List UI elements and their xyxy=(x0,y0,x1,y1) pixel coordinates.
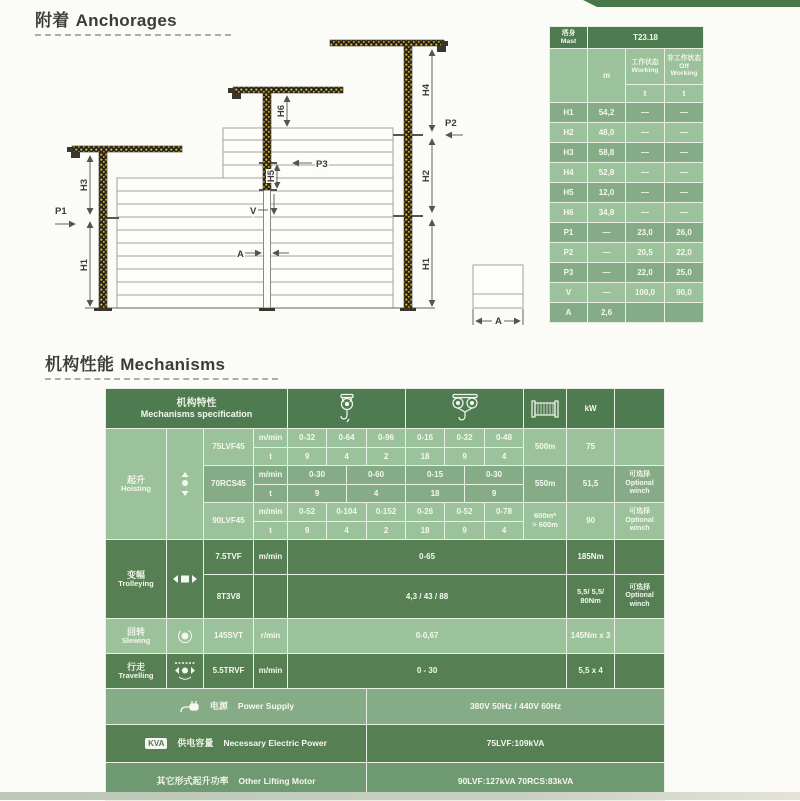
mech-cell: 4 xyxy=(327,522,367,540)
optional-zh: 可选择 xyxy=(629,471,651,479)
dim-label-h5: H5 xyxy=(266,169,277,183)
anchor-cell: — xyxy=(626,123,665,143)
power-label-zh: 电源 xyxy=(209,701,228,712)
anchor-cell: 2,6 xyxy=(588,303,626,323)
single-hook-icon xyxy=(334,393,360,425)
travelling-label-zh: 行走 xyxy=(126,661,145,672)
anchor-cell: — xyxy=(665,143,704,163)
other-motor-label-en: Other Lifting Motor xyxy=(238,775,316,786)
dim-label-h1-right: H1 xyxy=(421,257,432,271)
hoisting-label-zh: 起升 xyxy=(126,474,145,485)
unit-cell: r/min xyxy=(254,619,288,654)
mech-cell: 9 xyxy=(288,485,347,503)
anchor-cell: 48,0 xyxy=(588,123,626,143)
unit-cell: m/min xyxy=(254,466,288,485)
drum-line2: > 600m xyxy=(532,520,558,529)
mech-cell: 18 xyxy=(406,448,445,466)
mech-cell: 4 xyxy=(347,485,406,503)
mech-cell: 0-32 xyxy=(445,429,485,448)
double-hook-icon xyxy=(448,393,482,425)
slewing-label-en: Slewing xyxy=(121,635,151,645)
anchor-cell: H6 xyxy=(550,203,588,223)
drum-header xyxy=(524,389,567,429)
mech-cell: 0-52 xyxy=(445,503,485,522)
slewing-icon-cell xyxy=(167,619,204,654)
anchor-cell: 25,0 xyxy=(665,263,704,283)
blank-header xyxy=(615,389,665,429)
power-supply-value-cell: 380V 50Hz / 440V 60Hz xyxy=(367,689,665,725)
anchor-cell: 12,0 xyxy=(588,183,626,203)
torque-cell: 185Nm xyxy=(567,540,615,575)
mech-cell: 0 - 30 xyxy=(288,654,567,689)
mast-label-zh: 塔身 xyxy=(561,29,576,37)
mech-cell: 9 xyxy=(465,485,524,503)
anchor-cell: H1 xyxy=(550,103,588,123)
mast-label-en: Mast xyxy=(560,37,577,45)
spec-header-en: Mechanisms specification xyxy=(140,409,253,420)
torque-line2: 80Nm xyxy=(580,595,601,605)
anchor-cell: 54,2 xyxy=(588,103,626,123)
mech-cell: 0-152 xyxy=(367,503,406,522)
optional-cell xyxy=(615,619,665,654)
torque-cell: 145Nm x 3 xyxy=(567,619,615,654)
optional-cell xyxy=(615,540,665,575)
mech-cell: 0-60 xyxy=(347,466,406,485)
anchor-cell: A xyxy=(550,303,588,323)
unit-cell: m/min xyxy=(254,540,288,575)
mech-cell: 4,3 / 43 / 88 xyxy=(288,575,567,619)
model-cell: 8T3V8 xyxy=(204,575,254,619)
dim-label-h4: H4 xyxy=(421,83,432,97)
optional-cell xyxy=(615,429,665,466)
anchor-cell: 90,0 xyxy=(665,283,704,303)
unit-cell xyxy=(254,575,288,619)
mech-cell: 0-65 xyxy=(288,540,567,575)
trolleying-label-en: Trolleying xyxy=(118,578,154,588)
anchor-cell: — xyxy=(626,143,665,163)
anchor-cell: — xyxy=(665,203,704,223)
anchor-blank-cell xyxy=(550,49,588,103)
anchor-working-header: 工作状态 Working xyxy=(626,49,665,85)
building-high xyxy=(223,128,393,178)
unit-cell: t xyxy=(254,522,288,540)
anchor-cell: — xyxy=(665,163,704,183)
mech-cell: 0-16 xyxy=(406,429,445,448)
mech-cell: 0-26 xyxy=(406,503,445,522)
plug-icon xyxy=(178,699,200,715)
dim-label-h3: H3 xyxy=(79,178,90,192)
dim-label-p1: P1 xyxy=(55,206,67,217)
anchor-cell: — xyxy=(665,103,704,123)
drum-cell: 550m xyxy=(524,466,567,503)
anchor-t-header: t xyxy=(665,85,704,103)
trolleying-label-zh: 变幅 xyxy=(126,569,145,580)
torque-cell: 5,5 x 4 xyxy=(567,654,615,689)
optional-en: Optional winch xyxy=(625,516,654,533)
section-mechanisms xyxy=(45,350,278,380)
mech-cell: 0-64 xyxy=(327,429,367,448)
mech-spec-header xyxy=(106,389,288,429)
model-cell: 7.5TVF xyxy=(204,540,254,575)
double-hook-header xyxy=(406,389,524,429)
dim-label-v: V xyxy=(250,206,257,217)
trolleying-icon-cell xyxy=(167,540,204,619)
anchorage-table xyxy=(549,26,704,323)
kw-header: kW xyxy=(567,389,615,429)
unit-cell: m/min xyxy=(254,429,288,448)
left-right-trolley-icon xyxy=(173,574,197,584)
dashed-underline xyxy=(45,378,278,380)
mech-cell: 2 xyxy=(367,448,406,466)
anchor-cell: — xyxy=(588,283,626,303)
model-cell: 5.5TRVF xyxy=(204,654,254,689)
model-cell: 75LVF45 xyxy=(204,429,254,466)
mech-cell: 9 xyxy=(445,448,485,466)
anchor-cell: — xyxy=(665,183,704,203)
optional-en: Optional winch xyxy=(625,479,654,496)
mech-cell: 18 xyxy=(406,485,465,503)
hoisting-label-en: Hoisting xyxy=(121,483,151,493)
up-down-arrows-icon xyxy=(179,472,191,496)
dim-label-h6: H6 xyxy=(276,104,287,118)
slewing-name-cell xyxy=(106,619,167,654)
optional-zh: 可选择 xyxy=(629,583,651,591)
anchorages-heading-en: Anchorages xyxy=(75,11,177,30)
anchor-cell: — xyxy=(588,263,626,283)
electric-power-value-cell: 75LVF:109kVA xyxy=(367,725,665,763)
anchor-cell xyxy=(626,303,665,323)
anchor-corner-cell xyxy=(550,27,588,49)
mechanisms-heading xyxy=(45,350,278,375)
anchor-cell: 34,8 xyxy=(588,203,626,223)
spec-header-zh: 机构特性 xyxy=(176,397,217,409)
travelling-label-en: Travelling xyxy=(118,670,154,680)
travelling-icon-cell xyxy=(167,654,204,689)
anchor-cell: H4 xyxy=(550,163,588,183)
optional-cell xyxy=(615,503,665,540)
mech-cell: 0-30 xyxy=(465,466,524,485)
drum-cell: 500m xyxy=(524,429,567,466)
anchor-offworking-header: 非工作状态 Off Working xyxy=(665,49,704,85)
anchorage-diagram xyxy=(25,28,545,343)
hoisting-name-cell xyxy=(106,429,167,540)
hoisting-icon-cell xyxy=(167,429,204,540)
mech-cell: 4 xyxy=(485,448,524,466)
unit-cell: m/min xyxy=(254,503,288,522)
mech-cell: 0-32 xyxy=(288,429,327,448)
model-cell: 145SVT xyxy=(204,619,254,654)
anchor-cell: H5 xyxy=(550,183,588,203)
mech-cell: 9 xyxy=(445,522,485,540)
rotation-dot-icon xyxy=(177,628,193,644)
travelling-name-cell xyxy=(106,654,167,689)
anchor-cell: 26,0 xyxy=(665,223,704,243)
mech-cell: 18 xyxy=(406,522,445,540)
electric-power-label-en: Necessary Electric Power xyxy=(223,737,327,748)
anchor-cell: 23,0 xyxy=(626,223,665,243)
dim-label-p2: P2 xyxy=(445,118,457,129)
mech-cell: 0-0,67 xyxy=(288,619,567,654)
other-motor-value-cell: 90LVF:127kVA 70RCS:83kVA xyxy=(367,763,665,801)
mech-cell: 9 xyxy=(288,522,327,540)
mech-cell: 0-78 xyxy=(485,503,524,522)
anchor-cell: H3 xyxy=(550,143,588,163)
anchor-cell: 58,8 xyxy=(588,143,626,163)
optional-zh: 可选择 xyxy=(629,508,651,516)
optional-en: Optional winch xyxy=(625,592,654,608)
single-hook-header xyxy=(288,389,406,429)
anchor-cell: P2 xyxy=(550,243,588,263)
dim-label-p3: P3 xyxy=(316,159,328,170)
power-label-en: Power Supply xyxy=(237,700,295,711)
mech-cell: 0-52 xyxy=(288,503,327,522)
mech-cell: 9 xyxy=(288,448,327,466)
power-supply-label-cell xyxy=(106,689,367,725)
anchor-cell: 22,0 xyxy=(665,243,704,263)
torque-cell xyxy=(567,575,615,619)
model-cell: 70RCS45 xyxy=(204,466,254,503)
anchor-cell: — xyxy=(665,123,704,143)
anchor-cell xyxy=(665,303,704,323)
optional-cell xyxy=(615,466,665,503)
top-green-bar xyxy=(583,0,800,7)
anchorages-heading-zh: 附着 xyxy=(35,11,70,30)
anchor-cell: — xyxy=(626,183,665,203)
dim-label-h2: H2 xyxy=(421,169,432,183)
dim-label-a-mast: A xyxy=(237,249,244,260)
anchor-cell: H2 xyxy=(550,123,588,143)
anchor-m-header: m xyxy=(588,49,626,103)
electric-power-label-zh: 供电容量 xyxy=(177,738,214,749)
torque-line1: 5,5/ 5,5/ xyxy=(577,586,605,596)
anchor-cell: — xyxy=(588,223,626,243)
optional-cell xyxy=(615,654,665,689)
electric-power-label-cell xyxy=(106,725,367,763)
building-low xyxy=(117,178,393,308)
anchor-cell: — xyxy=(626,163,665,183)
unit-cell: m/min xyxy=(254,654,288,689)
anchor-cell: 52,8 xyxy=(588,163,626,183)
drum-line1: 600m* xyxy=(534,511,557,521)
mech-cell: 0-30 xyxy=(288,466,347,485)
kw-cell: 90 xyxy=(567,503,615,540)
anchor-cell: 22,0 xyxy=(626,263,665,283)
mech-cell: 4 xyxy=(327,448,367,466)
mechanisms-heading-en: Mechanisms xyxy=(120,355,226,374)
rope-drum-icon xyxy=(530,399,560,419)
kva-badge: KVA xyxy=(145,738,167,749)
mech-cell: 0-104 xyxy=(327,503,367,522)
mech-cell: 4 xyxy=(485,522,524,540)
anchor-cell: — xyxy=(626,103,665,123)
mech-cell: 0-15 xyxy=(406,466,465,485)
model-cell: 90LVF45 xyxy=(204,503,254,540)
unit-cell: t xyxy=(254,448,288,466)
mech-cell: 0-96 xyxy=(367,429,406,448)
mechanisms-table xyxy=(105,388,665,801)
mech-cell: 2 xyxy=(367,522,406,540)
trolleying-name-cell xyxy=(106,540,167,619)
kw-cell: 51,5 xyxy=(567,466,615,503)
other-motor-label-zh: 其它形式起升功率 xyxy=(156,776,229,787)
dim-label-a-section: A xyxy=(495,316,502,327)
bottom-strip xyxy=(0,792,800,800)
anchor-cell: V xyxy=(550,283,588,303)
dim-label-h1-left: H1 xyxy=(79,258,90,272)
anchor-cell: 20,5 xyxy=(626,243,665,263)
anchor-cell: P3 xyxy=(550,263,588,283)
rail-trolley-icon xyxy=(173,661,197,681)
anchor-cell: — xyxy=(626,203,665,223)
mechanisms-heading-zh: 机构性能 xyxy=(45,355,115,374)
drum-cell xyxy=(524,503,567,540)
anchor-cell: 100,0 xyxy=(626,283,665,303)
unit-cell: t xyxy=(254,485,288,503)
anchor-t-header: t xyxy=(626,85,665,103)
optional-cell xyxy=(615,575,665,619)
mast-model-cell: T23.18 xyxy=(588,27,704,49)
slewing-label-zh: 回转 xyxy=(126,626,145,637)
anchor-cell: P1 xyxy=(550,223,588,243)
anchor-cell: — xyxy=(588,243,626,263)
mech-cell: 0-48 xyxy=(485,429,524,448)
kw-cell: 75 xyxy=(567,429,615,466)
